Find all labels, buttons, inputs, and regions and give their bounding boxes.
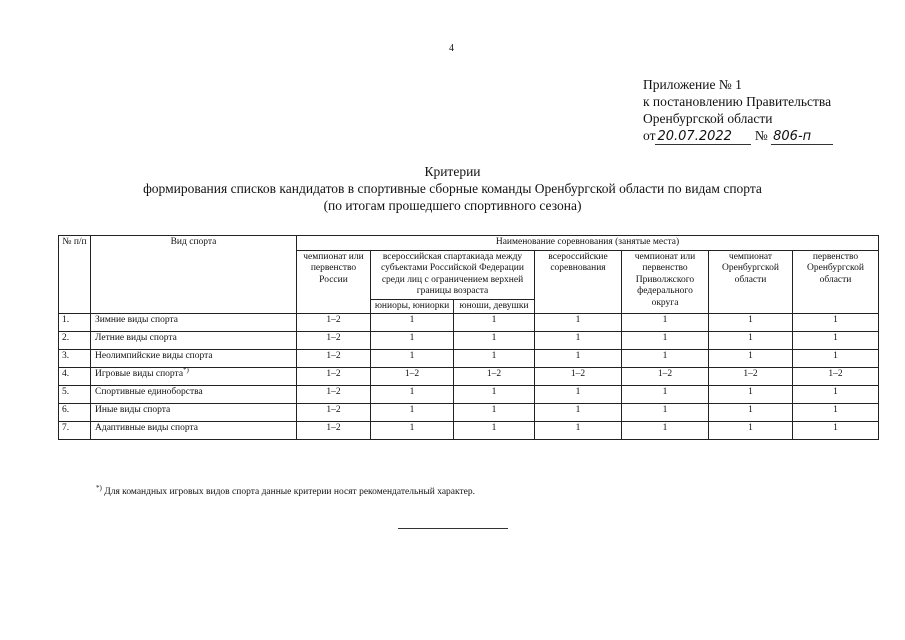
sport-name: Зимние виды спорта bbox=[95, 315, 178, 325]
place-cell: 1 bbox=[454, 332, 535, 350]
annex-line-2: к постановлению Правительства bbox=[643, 94, 832, 109]
sport-cell bbox=[91, 386, 297, 404]
place-cell: 1 bbox=[535, 422, 622, 440]
annex-line-3: Оренбургской области bbox=[643, 111, 773, 126]
place-cell: 1–2 bbox=[297, 404, 371, 422]
sport-name: Неолимпийские виды спорта bbox=[95, 351, 213, 361]
place-cell: 1–2 bbox=[297, 368, 371, 386]
place-cell: 1 bbox=[622, 404, 709, 422]
place-cell: 1 bbox=[371, 386, 454, 404]
header-num: № п/п bbox=[59, 236, 91, 314]
place-cell: 1 bbox=[535, 332, 622, 350]
sport-cell bbox=[91, 332, 297, 350]
place-cell: 1 bbox=[622, 314, 709, 332]
header-championship-russia: чемпионат или первенство России bbox=[297, 250, 371, 314]
place-cell: 1 bbox=[371, 332, 454, 350]
header-spartakiad: всероссийская спартакиада между субъектами Российской Федерации среди лиц с ограничением верхней границы возраста bbox=[371, 250, 535, 299]
place-cell: 1 bbox=[622, 332, 709, 350]
sport-cell bbox=[91, 314, 297, 332]
footnote-text: Для командных игровых видов спорта данные критерии носят рекомендательный характер. bbox=[101, 487, 476, 498]
place-cell: 1 bbox=[454, 422, 535, 440]
place-cell: 1 bbox=[454, 404, 535, 422]
header-all-russian: всероссийские соревнования bbox=[535, 250, 622, 314]
table-row bbox=[59, 350, 879, 368]
place-cell: 1 bbox=[793, 422, 879, 440]
sport-name: Игровые виды спорта bbox=[95, 369, 184, 379]
table-row bbox=[59, 368, 879, 386]
place-cell: 1 bbox=[535, 314, 622, 332]
place-cell: 1 bbox=[709, 332, 793, 350]
header-volga-district: чемпионат или первенство Приволжского федерального округа bbox=[622, 250, 709, 314]
place-cell: 1–2 bbox=[297, 386, 371, 404]
footnote bbox=[96, 484, 475, 497]
place-cell: 1 bbox=[371, 314, 454, 332]
place-cell: 1 bbox=[709, 350, 793, 368]
place-cell: 1 bbox=[454, 314, 535, 332]
place-cell: 1 bbox=[371, 350, 454, 368]
row-number: 6. bbox=[59, 404, 91, 422]
place-cell: 1–2 bbox=[371, 368, 454, 386]
row-number: 2. bbox=[59, 332, 91, 350]
sport-cell bbox=[91, 350, 297, 368]
row-number: 3. bbox=[59, 350, 91, 368]
table-row bbox=[59, 404, 879, 422]
place-cell: 1 bbox=[622, 350, 709, 368]
footnote-mark: *) bbox=[96, 484, 102, 492]
place-cell: 1 bbox=[535, 386, 622, 404]
place-cell: 1 bbox=[622, 422, 709, 440]
table-row bbox=[59, 332, 879, 350]
annex-line-1: Приложение № 1 bbox=[643, 77, 742, 92]
place-cell: 1 bbox=[371, 404, 454, 422]
table-row bbox=[59, 386, 879, 404]
header-orenburg-first: первенство Оренбургской области bbox=[793, 250, 879, 314]
title-heading: Критерии bbox=[424, 164, 481, 179]
sport-cell bbox=[91, 365, 297, 386]
sport-name: Летние виды спорта bbox=[95, 333, 177, 343]
annex-date-number-row bbox=[643, 127, 833, 145]
place-cell: 1–2 bbox=[793, 368, 879, 386]
place-cell: 1 bbox=[535, 404, 622, 422]
place-cell: 1–2 bbox=[454, 368, 535, 386]
row-number: 1. bbox=[59, 314, 91, 332]
place-cell: 1–2 bbox=[709, 368, 793, 386]
place-cell: 1 bbox=[793, 386, 879, 404]
row-number: 4. bbox=[59, 368, 91, 386]
table-row bbox=[59, 314, 879, 332]
sport-cell bbox=[91, 422, 297, 440]
handwritten-number: 806-п bbox=[771, 130, 833, 145]
place-cell: 1 bbox=[454, 350, 535, 368]
bottom-divider bbox=[398, 528, 508, 529]
sport-name: Спортивные единоборства bbox=[95, 387, 203, 397]
place-cell: 1 bbox=[535, 350, 622, 368]
place-cell: 1–2 bbox=[297, 332, 371, 350]
place-cell: 1 bbox=[709, 314, 793, 332]
place-cell: 1–2 bbox=[622, 368, 709, 386]
handwritten-date: 20.07.2022 bbox=[655, 130, 751, 145]
place-cell: 1 bbox=[793, 350, 879, 368]
annex-block bbox=[643, 76, 833, 145]
sport-name: Адаптивные виды спорта bbox=[95, 423, 198, 433]
place-cell: 1 bbox=[454, 386, 535, 404]
header-sport: Вид спорта bbox=[91, 236, 297, 314]
table-row bbox=[59, 422, 879, 440]
header-orenburg-championship: чемпионат Оренбургской области bbox=[709, 250, 793, 314]
place-cell: 1 bbox=[709, 386, 793, 404]
header-juniors: юниоры, юниорки bbox=[371, 299, 454, 314]
place-cell: 1–2 bbox=[297, 314, 371, 332]
place-cell: 1–2 bbox=[297, 422, 371, 440]
sport-name: Иные виды спорта bbox=[95, 405, 171, 415]
sport-cell bbox=[91, 404, 297, 422]
document-title bbox=[0, 163, 905, 214]
place-cell: 1–2 bbox=[297, 350, 371, 368]
place-cell: 1–2 bbox=[535, 368, 622, 386]
place-cell: 1 bbox=[622, 386, 709, 404]
place-cell: 1 bbox=[793, 404, 879, 422]
place-cell: 1 bbox=[709, 404, 793, 422]
title-line-2: (по итогам прошедшего спортивного сезона) bbox=[323, 198, 582, 213]
row-number: 7. bbox=[59, 422, 91, 440]
place-cell: 1 bbox=[793, 332, 879, 350]
title-line-1: формирования списков кандидатов в спортивные сборные команды Оренбургской области по видам спорта bbox=[143, 181, 762, 196]
criteria-table bbox=[58, 235, 879, 440]
row-number: 5. bbox=[59, 386, 91, 404]
footnote-reference: *) bbox=[183, 365, 189, 374]
number-label: № bbox=[754, 128, 768, 143]
from-label: от bbox=[643, 128, 656, 143]
header-youth: юноши, девушки bbox=[454, 299, 535, 314]
header-competition-group: Наименование соревнования (занятые места) bbox=[297, 236, 879, 251]
page-number: 4 bbox=[449, 43, 454, 54]
place-cell: 1 bbox=[709, 422, 793, 440]
place-cell: 1 bbox=[793, 314, 879, 332]
place-cell: 1 bbox=[371, 422, 454, 440]
table-body bbox=[59, 314, 879, 440]
